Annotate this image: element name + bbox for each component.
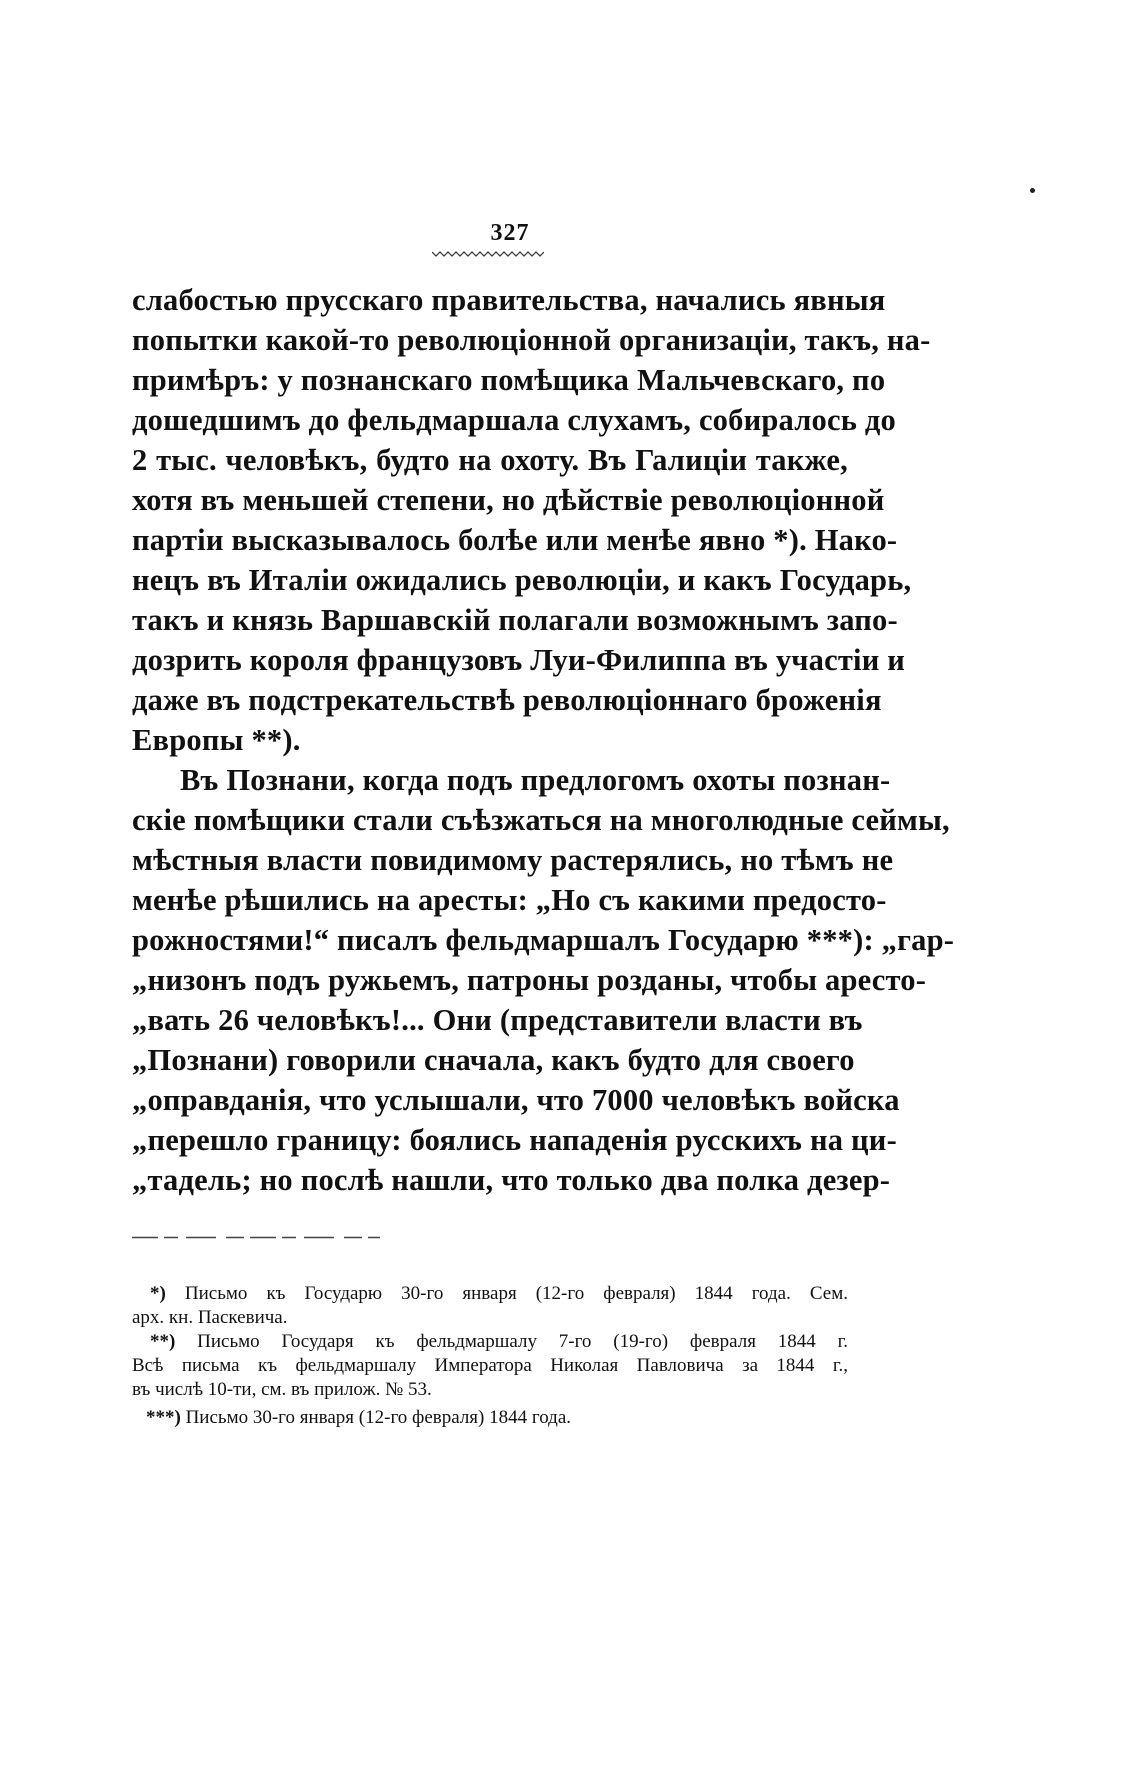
footnote-text: въ числѣ 10-ти, см. въ прилож. № 53. — [132, 1379, 432, 1400]
text-line: даже въ подстрекательствѣ революціоннаго броженія — [132, 683, 882, 717]
footnote-text: Всѣ письма къ фельдмаршалу Императора Николая Павловича за 1844 г., — [132, 1355, 848, 1376]
text-line: партіи высказывалось болѣе или менѣе явно *). Нако- — [132, 523, 898, 557]
page-number: 327 — [490, 220, 530, 246]
footnote-mark: *) — [150, 1283, 166, 1304]
footnote-separator — [132, 1236, 380, 1239]
text-line: попытки какой-то революціонной организаціи, такъ, на- — [132, 323, 931, 357]
scan-speck — [1030, 188, 1035, 193]
page-number-ornament — [432, 249, 544, 259]
text-line: менѣе рѣшились на аресты: „Но съ какими предосто- — [132, 883, 887, 917]
footnote-text: Письмо къ Государю 30-го января (12-го февраля) 1844 года. Сем. — [184, 1283, 849, 1304]
text-line: Европы **). — [132, 723, 301, 757]
text-line: „тадель; но послѣ нашли, что только два полка дезер- — [132, 1163, 891, 1197]
text-line: рожностями!“ писалъ фельдмаршалъ Государю ***): „гар- — [132, 923, 955, 957]
text-line: 2 тыс. человѣкъ, будто на охоту. Въ Галиціи также, — [132, 443, 848, 477]
text-line: мѣстныя власти повидимому растерялись, но тѣмъ не — [132, 843, 894, 877]
footnote-mark: **) — [150, 1331, 176, 1352]
text-line: дозрить короля французовъ Луи-Филиппа въ участіи и — [132, 643, 906, 677]
text-line: дошедшимъ до фельдмаршала слухамъ, собиралось до — [132, 403, 896, 437]
text-line: примѣръ: у познанскаго помѣщика Мальчевскаго, по — [132, 363, 886, 397]
text-line: скіе помѣщики стали съѣзжаться на многолюдные сеймы, — [132, 803, 950, 837]
text-line: хотя въ меньшей степени, но дѣйствіе революціонной — [132, 483, 885, 517]
text-line: „оправданія, что услышали, что 7000 человѣкъ войска — [132, 1083, 900, 1117]
footnote-text: арх. кн. Паскевича. — [132, 1307, 288, 1328]
text-line: „перешло границу: боялись нападенія русскихъ на ци- — [132, 1123, 897, 1157]
text-line: „Познани) говорили сначала, какъ будто для своего — [132, 1043, 855, 1077]
text-line: Въ Познани, когда подъ предлогомъ охоты познан- — [180, 763, 891, 797]
text-line: нецъ въ Италіи ожидались революціи, и какъ Государь, — [132, 563, 912, 597]
text-line: слабостью прусскаго правительства, начались явныя — [132, 283, 886, 317]
footnote-line — [150, 1330, 848, 1354]
text-line: „вать 26 человѣкъ!... Они (представители власти въ — [132, 1003, 863, 1037]
text-line: „низонъ подъ ружьемъ, патроны розданы, чтобы аресто- — [132, 963, 927, 997]
footnote-line — [132, 1306, 288, 1330]
footnote-line — [146, 1406, 571, 1430]
footnote-text: Письмо 30-го января (12-го февраля) 1844 года. — [185, 1407, 571, 1428]
footnote-mark: ***) — [146, 1407, 181, 1428]
footnote-line — [150, 1282, 848, 1306]
text-line: такъ и князь Варшавскій полагали возможнымъ запо- — [132, 603, 898, 637]
footnote-line — [132, 1378, 432, 1402]
footnote-line — [132, 1354, 848, 1378]
footnote-text: Письмо Государя къ фельдмаршалу 7-го (19-го) февраля 1844 г. — [197, 1331, 848, 1352]
